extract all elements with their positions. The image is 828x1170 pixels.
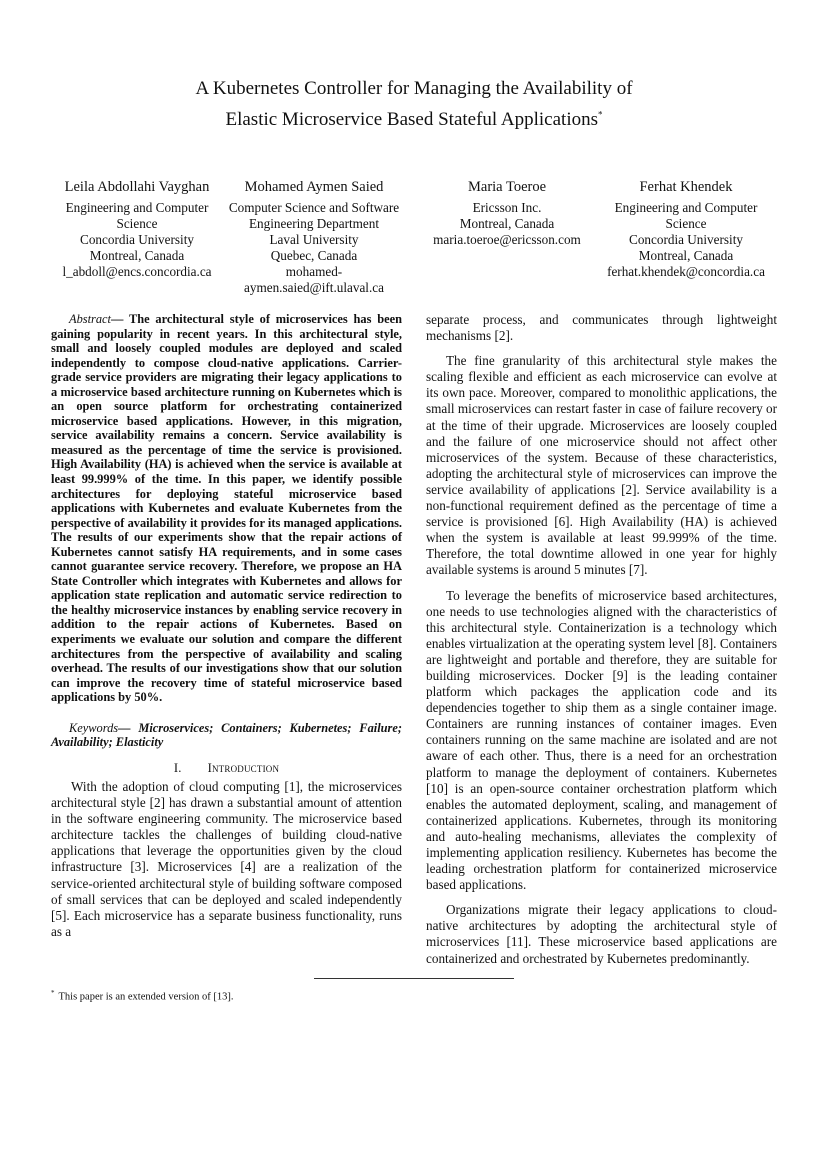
author-affiliation-line: Laval University bbox=[269, 232, 359, 247]
abstract bbox=[51, 312, 402, 705]
intro-paragraph-4: Organizations migrate their legacy applications to cloud-native architectures by adopting the architectural style of microservices [11]. These microservice based applications are containerized and orchestrated by Kubernetes predominantly. bbox=[426, 902, 777, 966]
author-block-4 bbox=[600, 178, 772, 280]
author-affiliation-line: Montreal, Canada bbox=[89, 248, 185, 263]
author-affiliation-line: Computer Science and Software bbox=[228, 200, 400, 215]
author-email: aymen.saied@ift.ulaval.ca bbox=[244, 280, 384, 295]
intro-paragraph-2: The fine granularity of this architectural style makes the scaling flexible and efficient as each microservice can evolve at its own pace. Moreover, compared to monolithic applications, the small microservices can restart faster in case of failure recovery or at the time of their upgrade. Microservices are loosely coupled and the failure of one microservice should not affect other microservices of the system. Because of these characteristics, adopting the architectural style of microservices can improve the service availability of applications [2]. Service availability is a non-functional requirement defined as the percentage of time a service is provisioned [6]. High Availability (HA) is achieved when the system is available at least 99.999% of the time. Therefore, the total downtime allowed in one year for highly available systems is around 5 minutes [7]. bbox=[426, 353, 777, 578]
intro-paragraph-1-continued: separate process, and communicates through lightweight mechanisms [2]. bbox=[426, 312, 777, 344]
abstract-text: — The architectural style of microservices has been gaining popularity in recent years. In this architectural style, small and loosely coupled modules are deployed and scaled independently to compose cloud-native applications. Carrier-grade service providers are migrating their legacy applications to a microservice based architecture running on Kubernetes which is an open source platform for orchestrating containerized microservice based applications. However, in this migration, service availability remains a concern. Service availability is measured as the percentage of time the service is provisioned. High Availability (HA) is achieved when the service is available at least 99.999% of the time. In this paper, we identify possible architectures for deploying stateful microservice based applications with Kubernetes and evaluate Kubernetes from the perspective of availability it provides for its managed applications. The results of our experiments show that the repair actions of Kubernetes cannot satisfy HA requirements, and in some cases cannot guarantee service recovery. Therefore, we propose an HA State Controller which integrates with Kubernetes and allows for application state replication and automatic service redirection to the healthy microservice instances by enabling service recovery in addition to the repair actions of Kubernetes. Based on experiments we evaluate our solution and compare the different architectures from the perspective of availability and scaling overhead. The results of our investigations show that our solution can improve the recovery time of stateful microservice based applications by 50%. bbox=[51, 312, 402, 705]
author-affiliation-line: Science bbox=[116, 216, 158, 231]
left-column bbox=[51, 312, 402, 940]
section-number: I. bbox=[173, 760, 182, 775]
section-title: Introduction bbox=[207, 760, 280, 775]
intro-paragraph-1: With the adoption of cloud computing [1], the microservices architectural style [2] has drawn a substantial amount of attention in the software engineering community. The microservice based architecture tackles the challenges of building cloud-native applications that leverage the opportunities given by the cloud infrastructure [3]. Microservices [4] are a realization of the service-oriented architectural style of building software composed of small services that can be deployed and scaled independently [5]. Each microservice has a separate business functionality, runs as a bbox=[51, 778, 402, 939]
keywords-label: Keywords bbox=[69, 720, 119, 735]
footnote-marker: * bbox=[51, 989, 55, 997]
author-email: maria.toeroe@ericsson.com bbox=[433, 232, 581, 247]
author-affiliation-line: Engineering Department bbox=[249, 216, 379, 231]
abstract-label: Abstract bbox=[69, 312, 111, 326]
author-affiliation-line: Montreal, Canada bbox=[638, 248, 734, 263]
keywords bbox=[51, 721, 402, 750]
paper-title-line-2-text: Elastic Microservice Based Stateful Applications bbox=[225, 109, 598, 130]
author-affiliation-line: Concordia University bbox=[80, 232, 194, 247]
author-name: Mohamed Aymen Saied bbox=[244, 179, 384, 195]
author-email: mohamed- bbox=[285, 264, 343, 279]
author-email: ferhat.khendek@concordia.ca bbox=[607, 264, 765, 279]
author-name: Ferhat Khendek bbox=[639, 179, 733, 195]
paper-title-line-1: A Kubernetes Controller for Managing the Availability of bbox=[195, 78, 633, 99]
footnote-text: This paper is an extended version of [13]. bbox=[58, 991, 234, 1003]
author-affiliation-line: Quebec, Canada bbox=[270, 248, 358, 263]
author-block-1 bbox=[50, 178, 224, 280]
author-email: l_abdoll@encs.concordia.ca bbox=[62, 264, 212, 279]
paper-title-line-2 bbox=[0, 104, 828, 135]
author-block-3 bbox=[424, 178, 590, 248]
author-affiliation-line: Concordia University bbox=[629, 232, 743, 247]
title-footnote-marker: * bbox=[598, 109, 603, 120]
section-heading bbox=[51, 760, 402, 776]
author-block-2 bbox=[226, 178, 402, 296]
keywords-text: — Microservices; Containers; Kubernetes; Failure; Availability; Elasticity bbox=[51, 720, 402, 750]
author-affiliation-line: Science bbox=[665, 216, 707, 231]
footnote bbox=[51, 986, 233, 1005]
footnote-rule bbox=[314, 978, 514, 979]
author-affiliation-line: Engineering and Computer bbox=[65, 200, 209, 215]
author-affiliation-line: Engineering and Computer bbox=[614, 200, 758, 215]
author-affiliation-line: Montreal, Canada bbox=[459, 216, 555, 231]
right-column bbox=[426, 312, 777, 967]
author-name: Maria Toeroe bbox=[467, 179, 547, 195]
intro-paragraph-3: To leverage the benefits of microservice based architectures, one needs to use technologies aligned with the characteristics of this architectural style. Containerization is a technology which enables virtualization at the operating system level [8]. Containers are lightweight and portable and therefore, they are suitable for building microservices. Docker [9] is the leading container platform which packages the application code and its dependencies together to ship them as a single container image. Containers are running instances of container images. Even containers running on the same machine are isolated and are not aware of each other. Thus, there is a need for an orchestration platform to manage the deployment of containers. Kubernetes [10] is an open-source container orchestration platform which enables the automated deployment, scaling, and management of containerized applications. Kubernetes, through its monitoring and auto-healing mechanisms, alleviates the complexity of implementing application resiliency. Kubernetes has become the leading orchestration platform for containerized microservice based applications. bbox=[426, 587, 777, 893]
author-affiliation-line: Ericsson Inc. bbox=[472, 200, 542, 215]
author-name: Leila Abdollahi Vayghan bbox=[64, 179, 210, 195]
